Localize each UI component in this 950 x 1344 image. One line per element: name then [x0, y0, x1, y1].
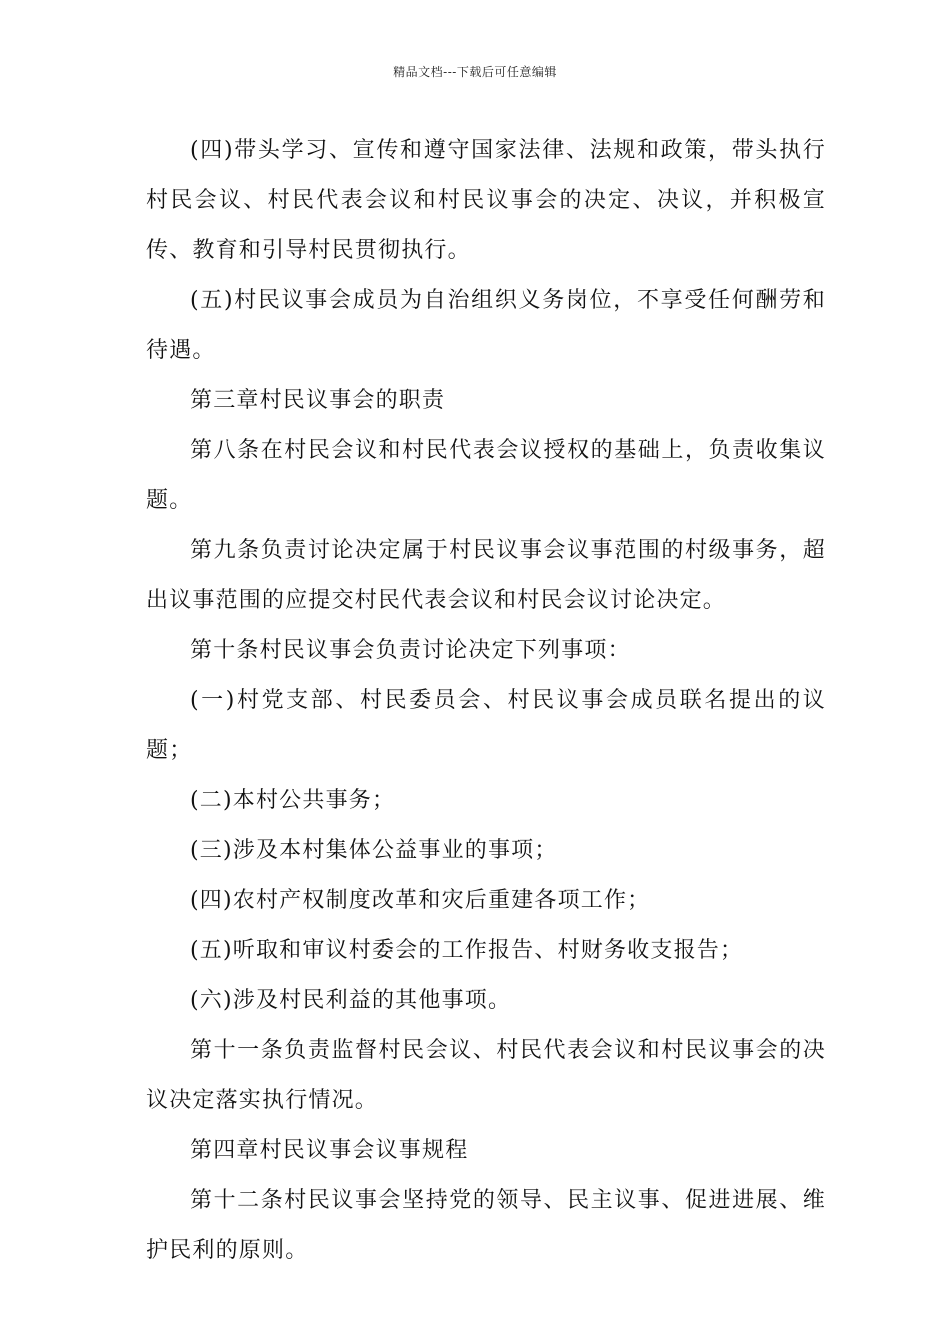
article-11: 第十一条负责监督村民会议、村民代表会议和村民议事会的决议决定落实执行情况。	[146, 1038, 826, 1113]
article-9: 第九条负责讨论决定属于村民议事会议事范围的村级事务，超出议事范围的应提交村民代表会议和村民会议讨论决定。	[146, 538, 826, 613]
article-10-item-3: (三)涉及本村集体公益事业的事项；	[190, 838, 558, 863]
paragraph-item-5: (五)村民议事会成员为自治组织义务岗位，不享受任何酬劳和待遇。	[146, 288, 826, 363]
paragraph-item-4: (四)带头学习、宣传和遵守国家法律、法规和政策，带头执行村民会议、村民代表会议和村民议事会的决定、决议，并积极宣传、教育和引导村民贯彻执行。	[146, 138, 826, 263]
page-header: 精品文档---下载后可任意编辑	[393, 65, 557, 79]
article-12: 第十二条村民议事会坚持党的领导、民主议事、促进进展、维护民利的原则。	[146, 1188, 826, 1263]
chapter-heading-3: 第三章村民议事会的职责	[190, 388, 446, 413]
document-body	[146, 126, 826, 1276]
chapter-heading-4: 第四章村民议事会议事规程	[190, 1138, 469, 1163]
article-10-item-2: (二)本村公共事务；	[190, 788, 396, 813]
article-10-item-1: (一)村党支部、村民委员会、村民议事会成员联名提出的议题；	[146, 688, 826, 763]
article-10: 第十条村民议事会负责讨论决定下列事项：	[190, 638, 631, 663]
article-10-item-5: (五)听取和审议村委会的工作报告、村财务收支报告；	[190, 938, 744, 963]
article-10-item-4: (四)农村产权制度改革和灾后重建各项工作；	[190, 888, 651, 913]
article-8: 第八条在村民会议和村民代表会议授权的基础上，负责收集议题。	[146, 438, 826, 513]
article-10-item-6: (六)涉及村民利益的其他事项。	[190, 988, 512, 1013]
